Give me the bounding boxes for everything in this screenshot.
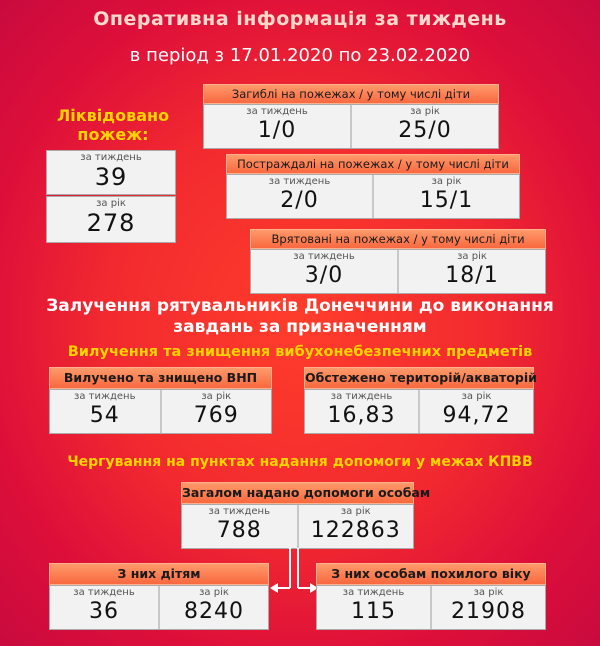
section2-title: Залучення рятувальників Донеччини до виконання завдань за призначенням xyxy=(46,296,554,337)
year-label: за рік xyxy=(473,587,504,598)
children-week-value: 36 xyxy=(89,599,119,624)
week-label: за тиждень xyxy=(293,251,355,262)
saved-header: Врятовані на пожежах / у тому числі діти xyxy=(250,229,546,249)
page-title: Оперативна інформація за тиждень xyxy=(93,8,507,30)
total-help-box xyxy=(181,482,431,549)
liquidated-year-value: 278 xyxy=(86,209,136,237)
children-year-value: 8240 xyxy=(184,599,244,624)
year-label: за рік xyxy=(201,391,232,402)
week-label: за тиждень xyxy=(342,587,405,598)
liquidated-year-cell xyxy=(46,196,176,243)
saved-year-value: 18/1 xyxy=(445,263,499,288)
elderly-box xyxy=(316,563,546,630)
explosives-year-cell xyxy=(162,390,272,433)
total-help-week-cell xyxy=(182,505,299,548)
territories-week-value: 16,83 xyxy=(327,403,396,428)
explosives-week-cell xyxy=(50,390,162,433)
injured-box xyxy=(226,154,520,219)
week-label: за тиждень xyxy=(246,106,308,117)
injured-header: Постраждалі на пожежах / у тому числі діти xyxy=(226,154,520,174)
week-label: за тиждень xyxy=(208,506,270,517)
dead-week-cell xyxy=(204,105,352,148)
year-label: за рік xyxy=(410,106,440,117)
liquidated-label: Ліквідовано пожеж: xyxy=(56,106,170,144)
year-label: за рік xyxy=(96,198,126,209)
injured-week-cell xyxy=(227,175,374,218)
week-label: за тиждень xyxy=(74,391,136,402)
children-year-cell xyxy=(160,586,268,629)
liquidated-box xyxy=(46,150,176,243)
explosives-header: Вилучено та знищено ВНП xyxy=(49,367,272,389)
injured-week-value: 2/0 xyxy=(280,188,319,213)
year-label: за рік xyxy=(461,391,492,402)
week-label: за тиждень xyxy=(80,152,142,163)
connector-arrows xyxy=(270,548,320,604)
children-week-cell xyxy=(50,586,160,629)
elderly-week-value: 115 xyxy=(351,599,396,624)
elderly-year-cell xyxy=(432,586,545,629)
saved-week-cell xyxy=(251,250,399,293)
children-box xyxy=(49,563,269,630)
saved-week-value: 3/0 xyxy=(304,263,344,288)
year-label: за рік xyxy=(431,176,462,187)
week-label: за тиждень xyxy=(330,391,393,402)
year-label: за рік xyxy=(457,251,487,262)
children-header: З них дітям xyxy=(49,563,269,585)
territories-week-cell xyxy=(305,390,420,433)
year-label: за рік xyxy=(340,506,371,517)
explosives-week-value: 54 xyxy=(89,403,120,428)
elderly-header: З них особам похилого віку xyxy=(316,563,546,585)
territories-year-cell xyxy=(420,390,533,433)
territories-year-value: 94,72 xyxy=(442,403,511,428)
total-help-year-cell xyxy=(299,505,414,548)
explosives-title: Вилучення та знищення вибухонебезпечних предметів xyxy=(67,344,533,360)
injured-year-cell xyxy=(374,175,519,218)
total-help-header: Загалом надано допомоги особам xyxy=(181,482,414,504)
week-label: за тиждень xyxy=(73,587,135,598)
saved-year-cell xyxy=(399,250,545,293)
total-help-week-value: 788 xyxy=(216,518,262,543)
duty-title: Чергування на пунктах надання допомоги у межах КПВВ xyxy=(67,454,533,470)
territories-header: Обстежено територій/акваторій xyxy=(304,367,534,389)
total-help-year-value: 122863 xyxy=(310,518,401,543)
dead-box xyxy=(203,84,499,149)
dead-year-cell xyxy=(352,105,498,148)
saved-box xyxy=(250,229,546,294)
elderly-year-value: 21908 xyxy=(451,599,526,624)
dead-week-value: 1/0 xyxy=(257,118,297,143)
explosives-year-value: 769 xyxy=(193,403,239,428)
year-label: за рік xyxy=(199,587,229,598)
elderly-week-cell xyxy=(317,586,432,629)
liquidated-week-value: 39 xyxy=(94,163,128,191)
territories-box xyxy=(304,367,537,434)
injured-year-value: 15/1 xyxy=(419,188,474,213)
week-label: за тиждень xyxy=(268,176,331,187)
page-subtitle: в період з 17.01.2020 по 23.02.2020 xyxy=(129,45,471,66)
explosives-box xyxy=(49,367,272,434)
dead-year-value: 25/0 xyxy=(398,118,452,143)
liquidated-week-cell xyxy=(46,150,176,195)
dead-header: Загиблі на пожежах / у тому числі діти xyxy=(203,84,499,104)
